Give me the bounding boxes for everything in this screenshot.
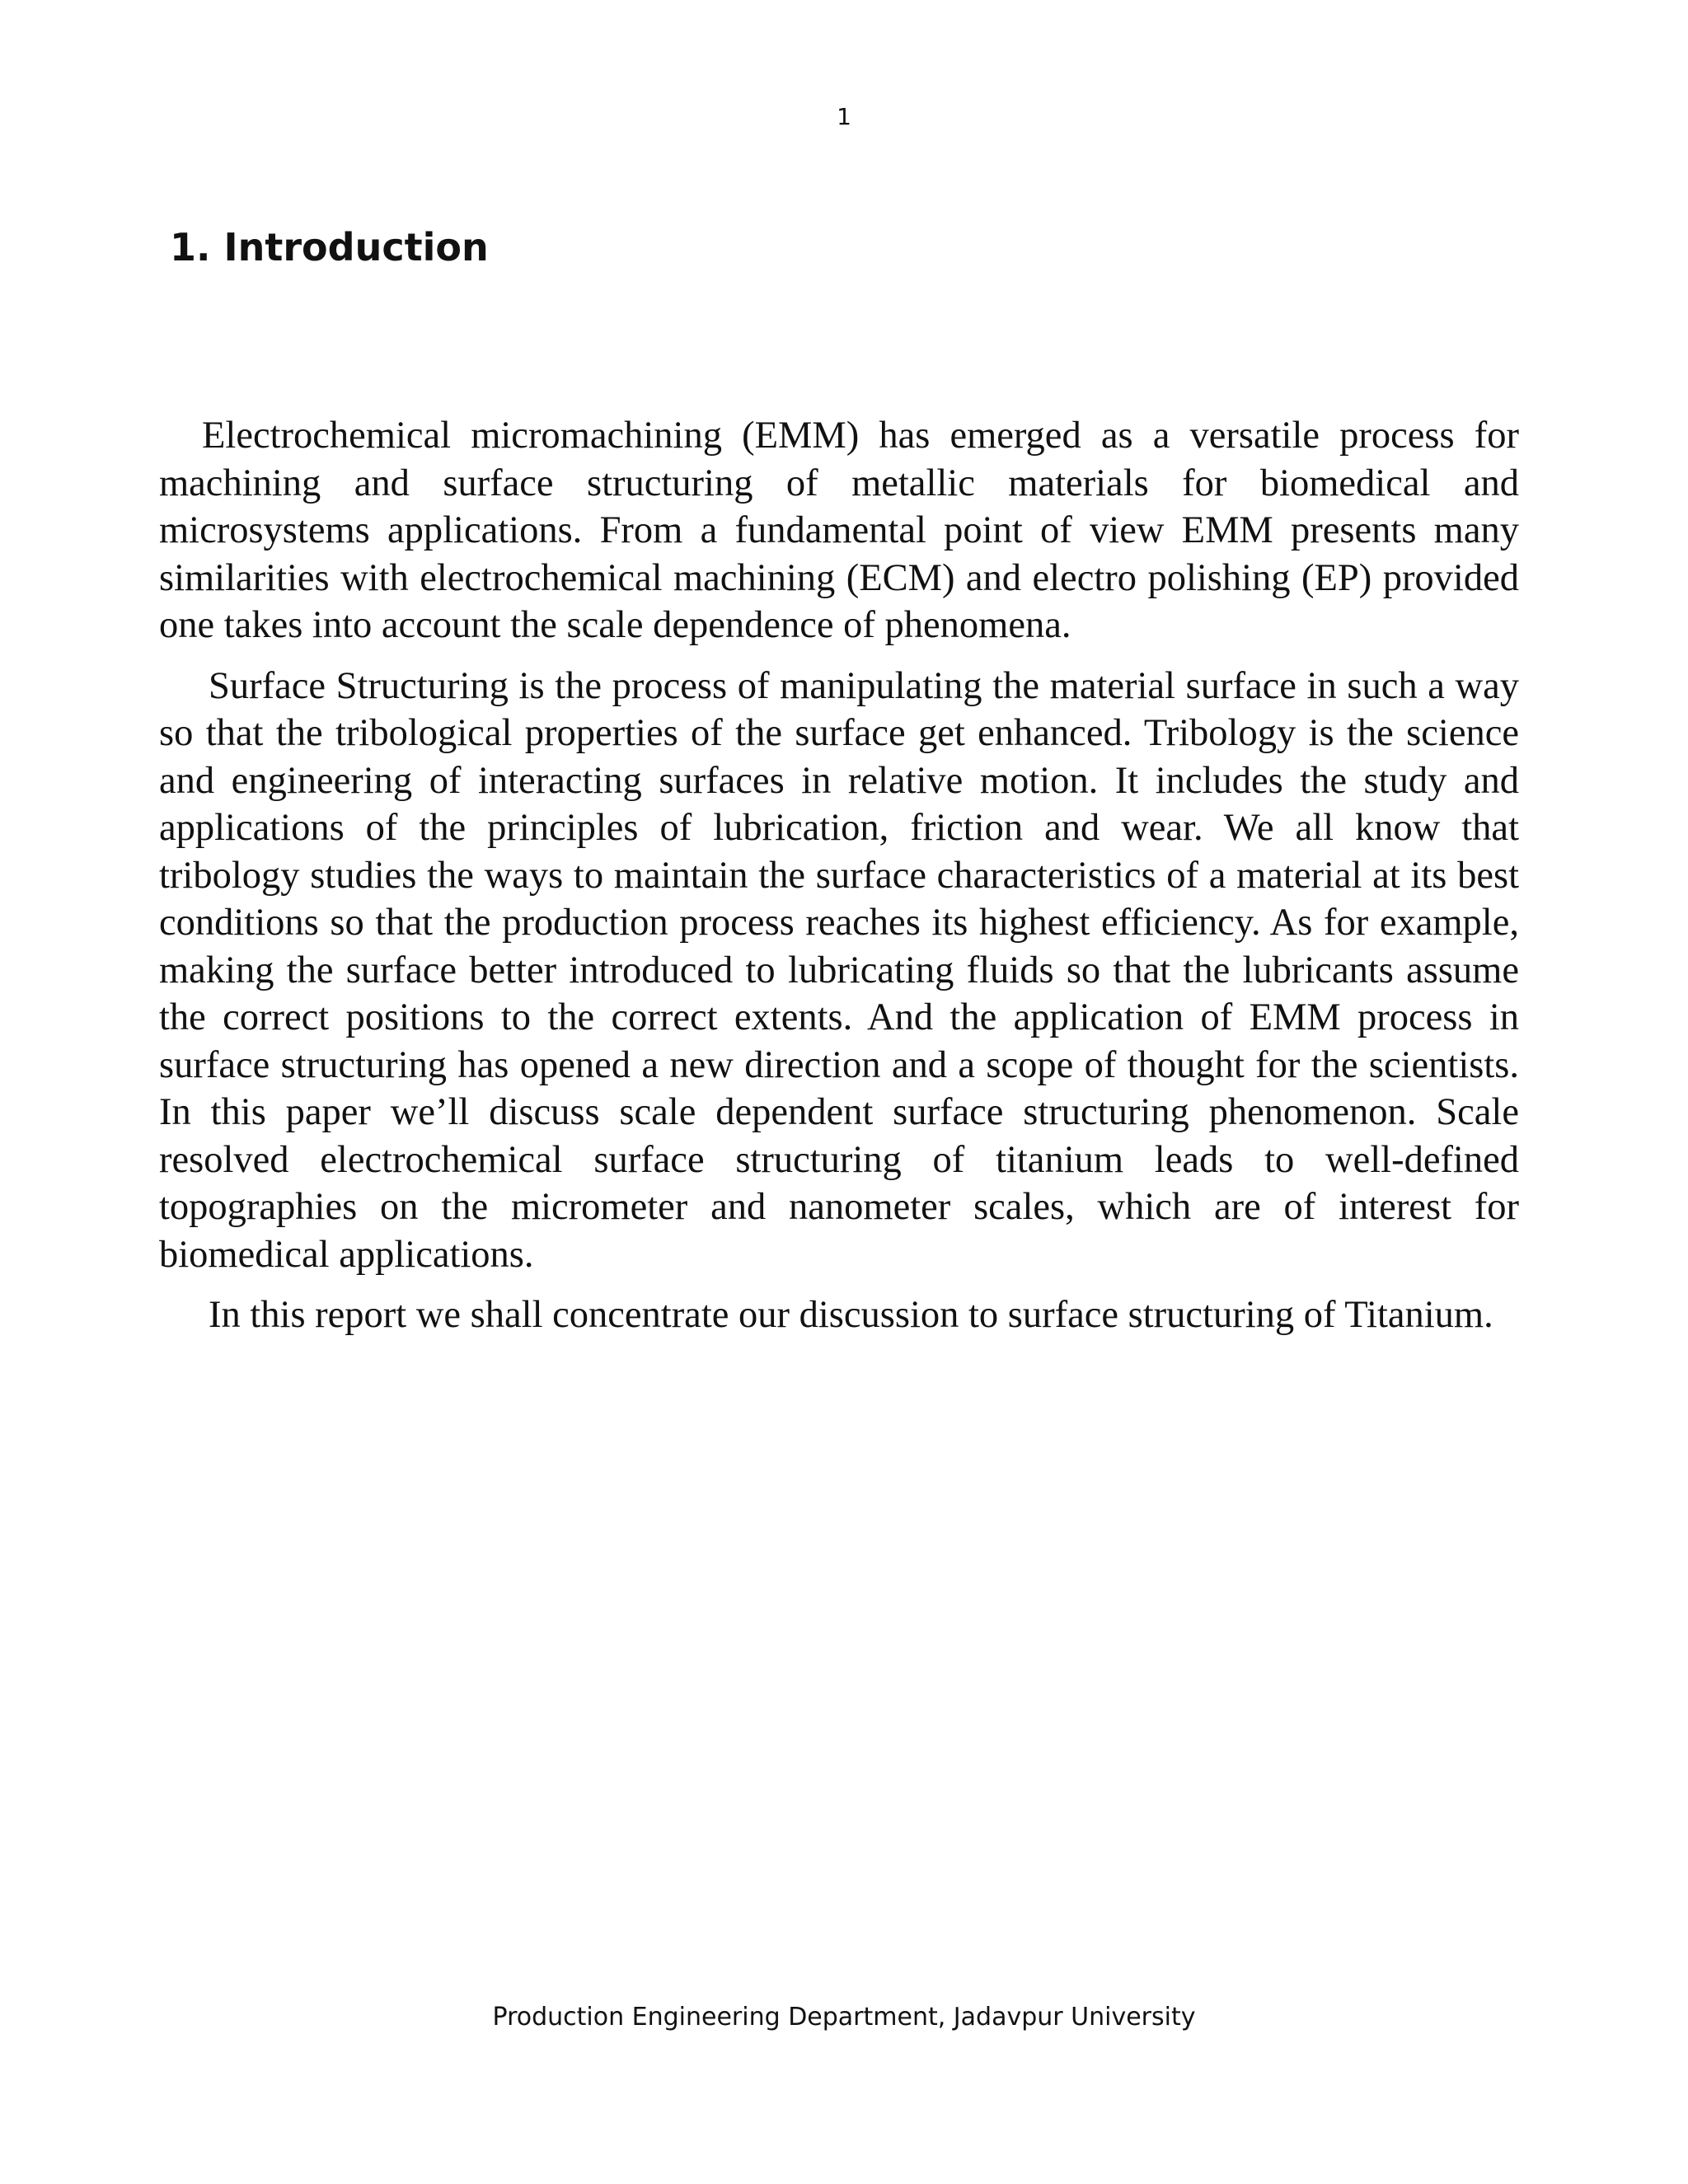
page-number: 1: [837, 103, 851, 130]
page-footer: Production Engineering Department, Jadavpur University: [492, 2003, 1196, 2032]
body-text: [159, 412, 1519, 1352]
section-heading: 1. Introduction: [170, 225, 489, 269]
paragraph-report-focus: In this report we shall concentrate our discussion to surface structuring of Titanium.: [209, 1294, 1493, 1336]
paragraph-surface-structuring: Surface Structuring is the process of manipulating the material surface in such a way so that the tribological properties of the surface get enhanced. Tribology is the science and engineering of interacting surfaces in relative motion. It includes the study and applications of the principles of lubrication, friction and wear. We all know that tribology studies the ways to maintain the surface characteristics of a material at its best conditions so that the production process reaches its highest efficiency. As for example, making the surface better introduced to lubricating fluids so that the lubricants assume the correct positions to the correct extents. And the application of EMM process in surface structuring has opened a new direction and a scope of thought for the scientists. In this paper we’ll discuss scale dependent surface structuring phenomenon. Scale resolved electrochemical surface structuring of titanium leads to well-defined topographies on the micrometer and nanometer scales, which are of interest for biomedical applications.: [159, 664, 1519, 1276]
paragraph-emm-overview: Electrochemical micromachining (EMM) has emerged as a versatile process for machining and surface structuring of metallic materials for biomedical and microsystems applications. From a fundamental point of view EMM presents many similarities with electrochemical machining (ECM) and electro polishing (EP) provided one takes into account the scale dependence of phenomena.: [159, 415, 1519, 646]
